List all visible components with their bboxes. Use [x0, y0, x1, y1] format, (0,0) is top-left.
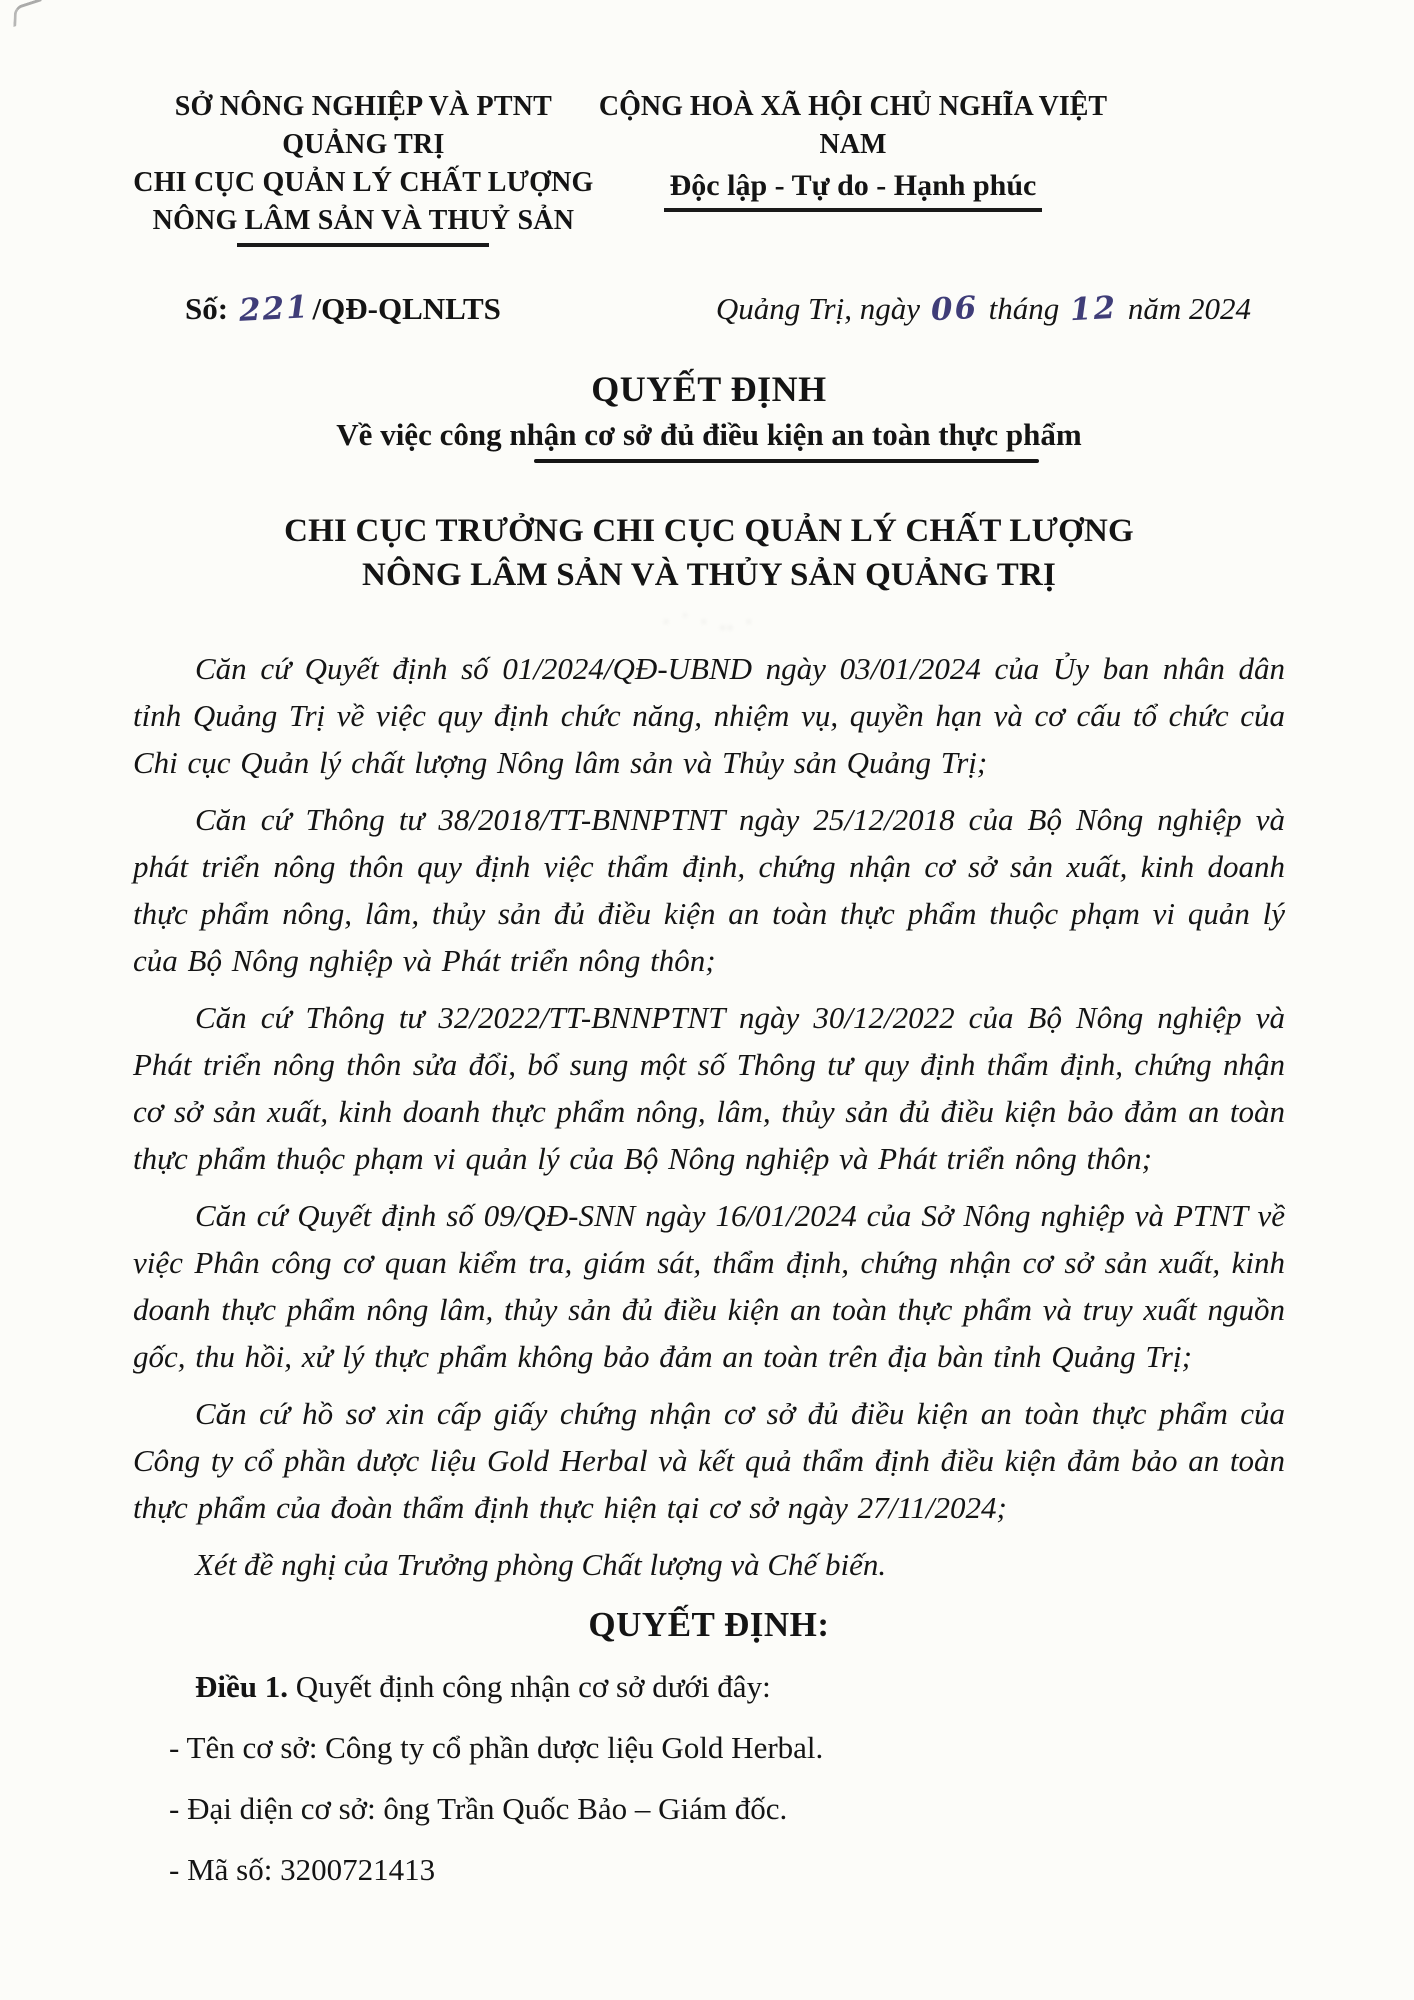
place-date-line — [716, 291, 1251, 327]
document-title: QUYẾT ĐỊNH — [591, 369, 827, 409]
recital-paragraph: Căn cứ Thông tư 38/2018/TT-BNNPTNT ngày 25/12/2018 của Bộ Nông nghiệp và phát triển nông thôn quy định việc thẩm định, chứng nhận cơ sở sản xuất, kinh doanh thực phẩm nông, lâm, thủy sản đủ điều kiện an toàn thực phẩm thuộc phạm vi quản lý của Bộ Nông nghiệp và Phát triển nông thôn; — [133, 802, 1285, 978]
scan-artifact-mark — [13, 0, 41, 27]
date-month-handwritten: 12 — [1069, 289, 1119, 329]
document-number-label: Số: — [185, 291, 229, 326]
national-motto-line: Độc lập - Tự do - Hạnh phúc — [664, 166, 1043, 212]
date-month-label: tháng — [988, 291, 1060, 326]
recitals-section — [133, 645, 1285, 1588]
issuer-line-1: SỞ NÔNG NGHIỆP VÀ PTNT QUẢNG TRỊ — [174, 91, 553, 160]
facility-name-line: - Tên cơ sở: Công ty cổ phần dược liệu Gold Herbal. — [169, 1730, 824, 1765]
recital-paragraph: Căn cứ Quyết định số 09/QĐ-SNN ngày 16/01/2024 của Sở Nông nghiệp và PTNT về việc Phân công cơ quan kiểm tra, giám sát, thẩm định, chứng nhận cơ sở sản xuất, kinh doanh thực phẩm nông lâm, thủy sản đủ điều kiện an toàn thực phẩm và truy xuất nguồn gốc, thu hồi, xử lý thực phẩm không bảo đảm an toàn trên địa bàn tỉnh Quảng Trị; — [133, 1198, 1285, 1374]
document-header — [133, 0, 1285, 247]
date-day-handwritten: 06 — [929, 289, 979, 329]
facility-code-line: - Mã số: 3200721413 — [169, 1852, 436, 1887]
document-content — [133, 0, 1285, 1893]
national-motto-block — [594, 88, 1112, 212]
recital-paragraph: Căn cứ Quyết định số 01/2024/QĐ-UBND ngày 03/01/2024 của Ủy ban nhân dân tỉnh Quảng Trị về việc quy định chức năng, nhiệm vụ, quyền hạn và cơ cấu tổ chức của Chi cục Quản lý chất lượng Nông lâm sản và Thủy sản Quảng Trị; — [133, 651, 1285, 780]
document-number — [185, 291, 501, 327]
issuer-underline — [237, 243, 489, 247]
document-number-suffix: /QĐ-QLNLTS — [312, 291, 501, 326]
number-date-row — [133, 291, 1285, 327]
issuer-line-2: CHI CỤC QUẢN LÝ CHẤT LƯỢNG — [133, 167, 594, 198]
decision-heading: QUYẾT ĐỊNH: — [588, 1605, 830, 1644]
date-year: năm 2024 — [1127, 291, 1251, 326]
scan-bleedthrough-mark: · ˙ · ‥ · — [662, 609, 756, 634]
document-number-handwritten: 221 — [237, 289, 311, 329]
national-header-line: CỘNG HOÀ XÃ HỘI CHỦ NGHĨA VIỆT NAM — [598, 91, 1108, 160]
facility-representative-line: - Đại diện cơ sở: ông Trần Quốc Bảo – Giám đốc. — [169, 1791, 788, 1826]
article-1-text: Quyết định công nhận cơ sở dưới đây: — [288, 1669, 771, 1704]
article-1-intro — [133, 1664, 1285, 1710]
document-subtitle: Về việc công nhận cơ sở đủ điều kiện an toàn thực phẩm — [336, 417, 1082, 452]
recital-paragraph: Căn cứ Thông tư 32/2022/TT-BNNPTNT ngày 30/12/2022 của Bộ Nông nghiệp và Phát triển nông thôn sửa đổi, bổ sung một số Thông tư quy định thẩm định, chứng nhận cơ sở sản xuất, kinh doanh thực phẩm nông, lâm, thủy sản đủ điều kiện bảo đảm an toàn thực phẩm thuộc phạm vi quản lý của Bộ Nông nghiệp và Phát triển nông thôn; — [133, 1000, 1285, 1176]
recital-paragraph: Căn cứ hồ sơ xin cấp giấy chứng nhận cơ sở đủ điều kiện an toàn thực phẩm của Công ty cổ phần dược liệu Gold Herbal và kết quả thẩm định điều kiện đảm bảo an toàn thực phẩm của đoàn thẩm định thực hiện tại cơ sở ngày 27/11/2024; — [133, 1396, 1285, 1525]
issuing-agency-block — [133, 88, 594, 247]
issuer-line-3: NÔNG LÂM SẢN VÀ THUỶ SẢN — [152, 205, 575, 236]
subtitle-underline — [534, 459, 1039, 463]
authority-line-1: CHI CỤC TRƯỞNG CHI CỤC QUẢN LÝ CHẤT LƯỢNG — [284, 513, 1134, 549]
proposal-line: Xét đề nghị của Trưởng phòng Chất lượng và Chế biến. — [195, 1547, 887, 1582]
article-1-label: Điều 1. — [195, 1669, 288, 1704]
title-block — [133, 367, 1285, 463]
authority-block — [133, 509, 1285, 597]
authority-line-2: NÔNG LÂM SẢN VÀ THỦY SẢN QUẢNG TRỊ — [361, 557, 1057, 593]
date-place: Quảng Trị, ngày — [715, 291, 920, 326]
